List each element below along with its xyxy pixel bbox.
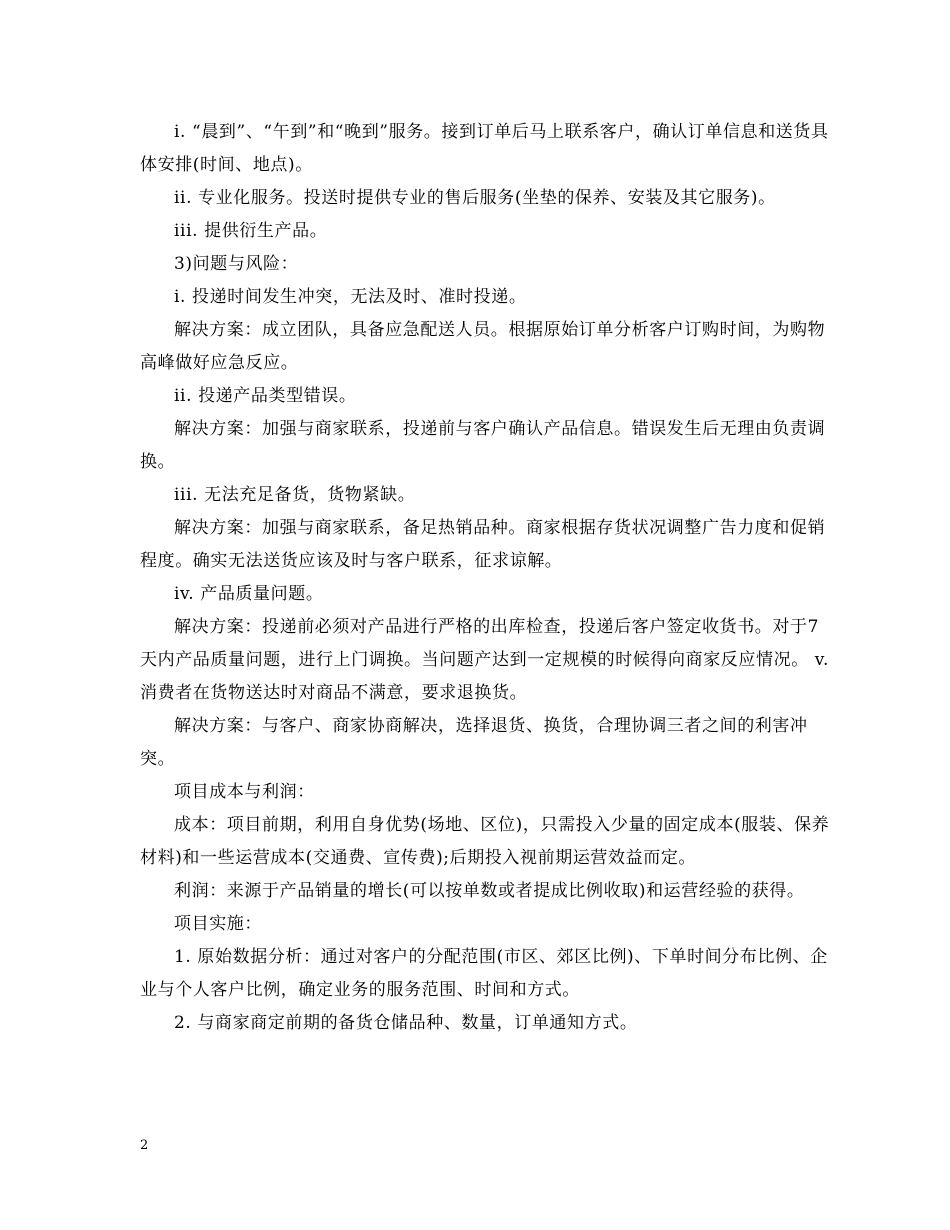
paragraph-cost: 成本：项目前期，利用自身优势(场地、区位)，只需投入少量的固定成本(服装、保养材料)和一些运营成本(交通费、宣传费);后期投入视前期运营效益而定。 [140, 815, 830, 868]
paragraph-solution-quality: 解决方案：投递前必须对产品进行严格的出库检查，投递后客户签定收货书。对于7天内产品质量问题，进行上门调换。当问题产达到一定规模的时候得向商家反应情况。 v. 消费者在货物送达时对商品不满意，要求退换货。 [140, 617, 829, 703]
paragraph-solution-team: 解决方案：成立团队，具备应急配送人员。根据原始订单分析客户订购时间，为购物高峰做好应急反应。 [140, 320, 826, 373]
document-body [140, 116, 830, 1040]
section-heading-risks: 3)问题与风险： [174, 254, 299, 274]
paragraph-risk-delivery-conflict: i. 投递时间发生冲突，无法及时、准时投递。 [174, 287, 527, 307]
page-number: 2 [140, 1138, 149, 1153]
paragraph-profit: 利润：来源于产品销量的增长(可以按单数或者提成比例收取)和运营经验的获得。 [174, 881, 805, 901]
paragraph-step-merchant-agreement: 2. 与商家商定前期的备货仓储品种、数量，订单通知方式。 [174, 1013, 638, 1033]
paragraph-risk-wrong-product: ii. 投递产品类型错误。 [174, 386, 357, 406]
paragraph-risk-quality: iv. 产品质量问题。 [174, 584, 324, 604]
paragraph-professional-service: ii. 专业化服务。投送时提供专业的售后服务(坐垫的保养、安装及其它服务)。 [174, 188, 776, 208]
paragraph-solution-return: 解决方案：与客户、商家协商解决，选择退货、换货，合理协调三者之间的利害冲突。 [140, 716, 808, 769]
section-heading-cost-profit: 项目成本与利润： [174, 782, 315, 802]
paragraph-solution-stock: 解决方案：加强与商家联系，备足热销品种。商家根据存货状况调整广告力度和促销程度。确实无法送货应该及时与客户联系，征求谅解。 [140, 518, 826, 571]
paragraph-risk-stock-shortage: iii. 无法充足备货，货物紧缺。 [174, 485, 416, 505]
paragraph-service-timing: i. “晨到”、“午到”和“晚到”服务。接到订单后马上联系客户，确认订单信息和送货具体安排(时间、地点)。 [140, 122, 829, 175]
paragraph-derivative-products: iii. 提供衍生产品。 [174, 221, 328, 241]
paragraph-step-data-analysis: 1. 原始数据分析：通过对客户的分配范围(市区、郊区比例)、下单时间分布比例、企业与个人客户比例，确定业务的服务范围、时间和方式。 [140, 947, 828, 1000]
paragraph-solution-confirm: 解决方案：加强与商家联系，投递前与客户确认产品信息。错误发生后无理由负责调换。 [140, 419, 826, 472]
section-heading-implementation: 项目实施： [174, 914, 262, 934]
